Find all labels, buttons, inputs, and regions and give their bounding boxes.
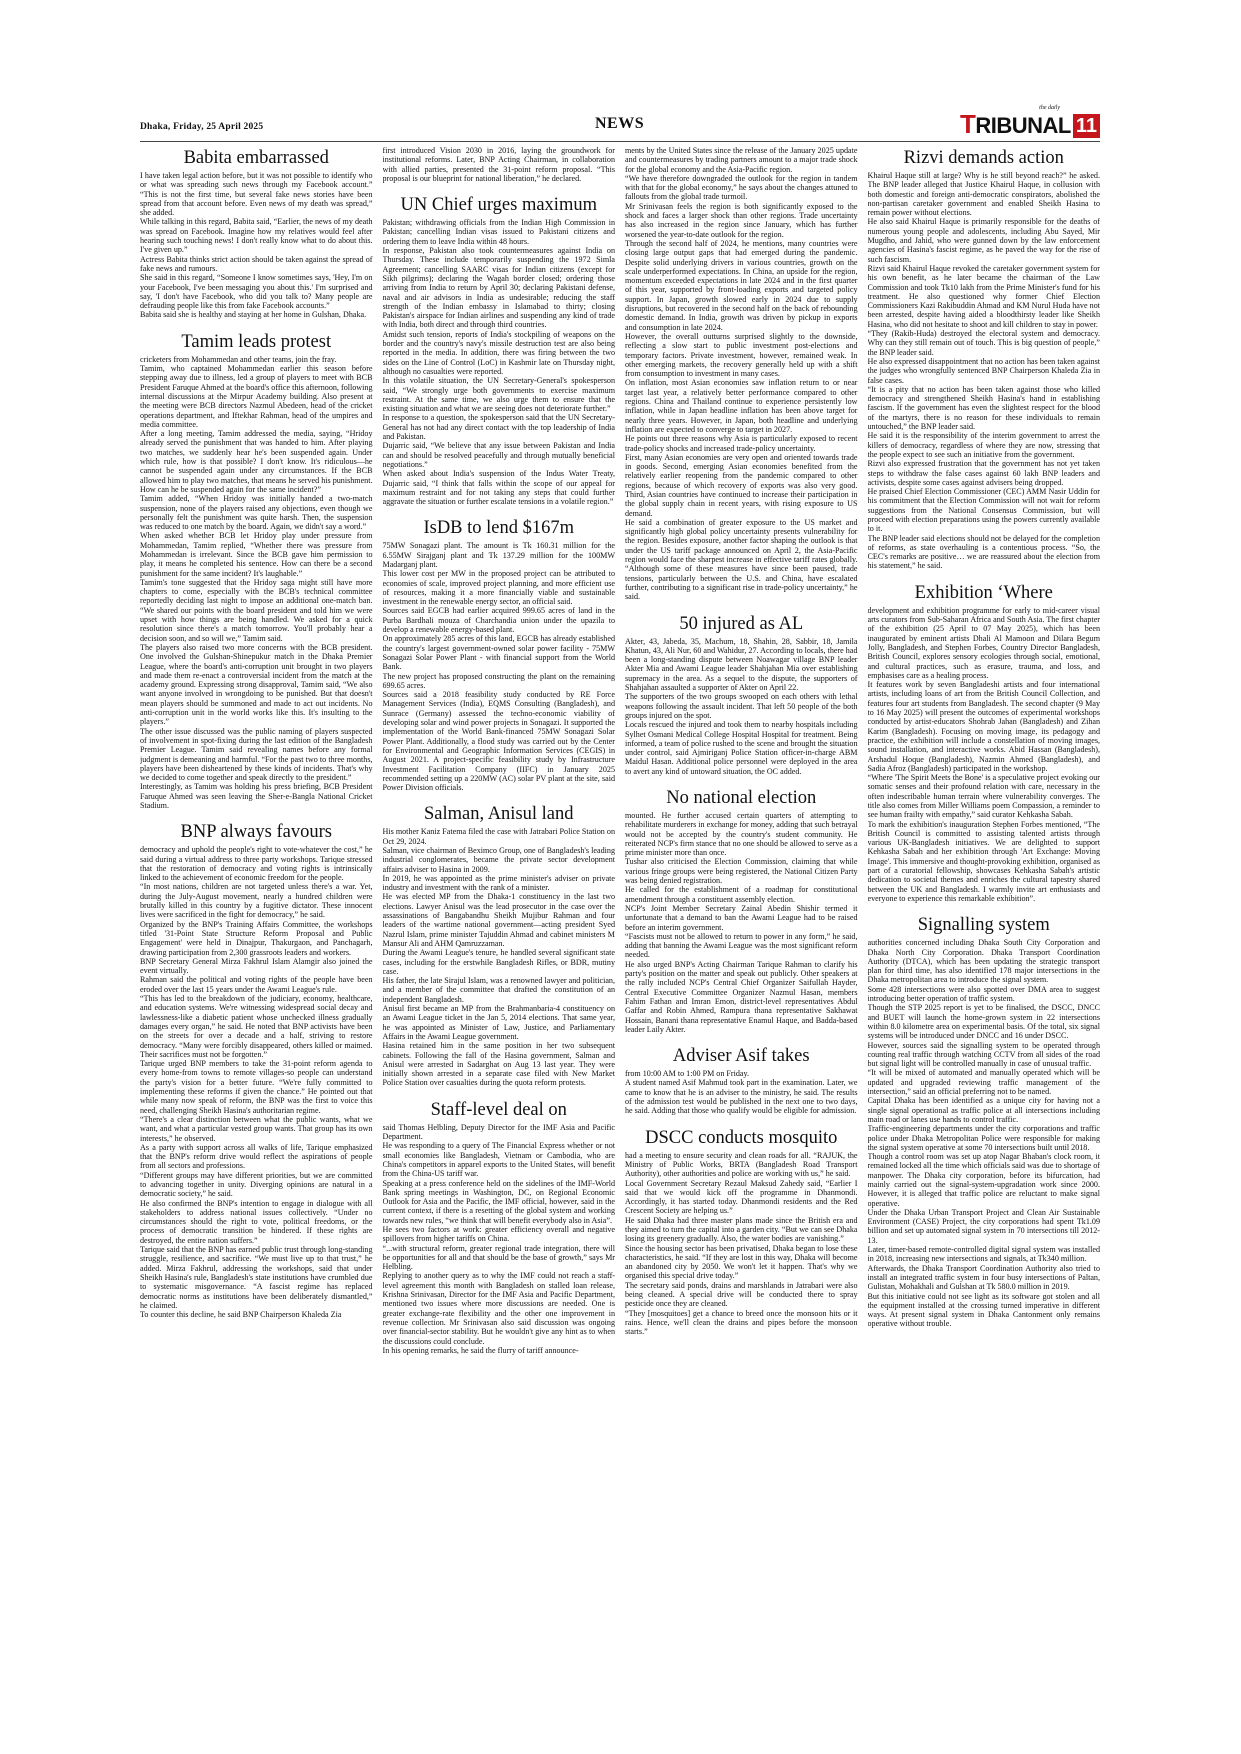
story-body [140, 171, 373, 320]
story-body [625, 146, 858, 602]
story [140, 822, 373, 1319]
story [868, 148, 1101, 571]
paragraph: Sources said a 2018 feasibility study conducted by RE Force Management Services (India), EQMS Consulting (Bangladesh), and Sunrace (Germany) assessed the techno-economic viability of developing solar and wind power projects in Sonagazi. It supported the implementation of the World Bank-financed 75MW Sonagazi Solar Power Plant. Additionally, a flood study was carried out by the Center for Environmental and Geographic Information Services (CEGIS) in August 2021. A project-specific feasibility study by Infrastructure Investment Facilitation Company (IIFC) in January 2025 recommended setting up a 220MW (AC) solar PV plant at the site, said Power Division officials. [382, 690, 615, 793]
paragraph: Though a control room was set up atop Nagar Bhaban's clock room, it remained locked all the time which officials said was due to shortage of manpower. The Dhaka city corporation, before its bifurcation, had mainly carried out the signal-system-upgradation work since 2000. However, it is alleged that traffic police are reluctant to make signal operative. [867, 1152, 1100, 1208]
paragraph: Since the housing sector has been privatised, Dhaka began to lose these characteristics, he said. “If they are lost in this way, Dhaka will become an abandoned city by 2050. We won't let it happen. That's why we organised this special drive today.” [625, 1243, 858, 1281]
paragraph: In response to a question, the spokesperson said that the UN Secretary-General has not had any direct contact with the top leadership of India and Pakistan. [382, 413, 615, 442]
paragraph: This lower cost per MW in the proposed project can be attributed to economies of scale, improved project planning, and more efficient use of resources, making it a more financially viable and sustainable investment in the renewable energy sector, an official said. [382, 569, 615, 607]
paragraph: Though the STP 2025 report is yet to be finalised, the DSCC, DNCC and BUET will launch the home-grown system in 22 intersections within 8.0 kilometre area on experimental basis. Of the total, six signal systems will be introduced under DNCC and 16 under DSCC. [867, 1003, 1100, 1041]
paragraph: Some 428 intersections were also spotted over DMA area to suggest introducing better operation of traffic system. [867, 984, 1100, 1004]
story [625, 788, 858, 1034]
paragraph: “They (Rakib-Huda) destroyed the electoral system and democracy. Why can they still remain out of touch. This is big question of people,” the BNP leader said. [867, 329, 1100, 357]
paragraph: “This has led to the breakdown of the judiciary, economy, healthcare, and education systems. We're witnessing widespread social decay and lawlessness-like a diabetic patient whose unchecked illness gradually damages every organ,” he said. He noted that BNP activists have been on the streets for over a decade and a half, striving to restore democracy. “Many were forcibly disappeared, others killed or maimed. Their sacrifices must not be forgotten.” [140, 994, 373, 1059]
paragraph: On inflation, most Asian economies saw inflation return to or near target last year, a relatively better performance compared to other regions. China and Thailand continue to experience persistently low inflation, while in Japan headline inflation has been above target for nearly three years. However, in Japan, both headline and underlying inflation are expected to converge to target in 2027. [625, 378, 858, 434]
paragraph: “It will be mixed of automated and manually operated which will be updated and upgraded reviewing traffic management of the intersection,” said an official preferring not to be named. [867, 1068, 1100, 1097]
paragraph: To counter this decline, he said BNP Chairperson Khaleda Zia [140, 1310, 342, 1320]
paragraph: He was responding to a query of The Financial Express whether or not small economies like Bangladesh, Vietnam or Cambodia, who are China's competitors in apparel exports to the United States, will benefit from the China-US tariff war. [382, 1141, 615, 1179]
story-body [383, 827, 616, 1087]
paragraph: Locals rescued the injured and took them to nearby hospitals including Sylhet Osmani Medical College Hospital Hospital for treatment. Being informed, a team of police rushed to the scene and brought the situation under control, said Ajmiriganj Police Station officer-in-charge ABM Maidul Hasan. Additional police personnel were deployed in the area to avert any kind of untoward situation, the OC added. [625, 720, 858, 776]
story-body [383, 218, 616, 506]
paragraph: Afterwards, the Dhaka Transport Coordination Authority also tried to install an integrated traffic system in four busy intersections of Paltan, Gulistan, Mohakhali and Gulshan at Tk 580.0 million in 2019. [867, 1263, 1100, 1292]
paragraph: Organized by the BNP's Training Affairs Committee, the workshops titled '31-Point State Structure Reform Proposal and Public Engagement' were held in Dinajpur, Thakurgaon, and Panchagarh, drawing participation from 2,300 grassroots leaders and workers. [140, 919, 373, 957]
paragraph: His mother Kaniz Fatema filed the case with Jatrabari Police Station on Oct 29, 2024. [382, 827, 615, 846]
paragraph: In response, Pakistan also took countermeasures against India on Thursday. These include temporarily suspending the 1972 Simla Agreement; cancelling SAARC visas for Indian citizens (except for Sikh pilgrims); declaring the Wagah border closed; ordering those arriving from India to return by April 30; declaring Pakistani defense, naval and air advisors in India as undesirable; reducing the staff strength of the Indian embassy in Islamabad to thirty; closing Pakistan's airspace for Indian airlines and suspending any kind of trade with India, both direct and through third countries. [382, 246, 615, 330]
story-body [868, 171, 1101, 571]
paragraph: Later, timer-based remote-controlled digital signal system was installed in 2018, increasing new intersections and signals, at Tk340 million. [867, 1245, 1100, 1264]
story [868, 915, 1101, 1328]
paragraph: In this volatile situation, the UN Secretary-General's spokesperson said, “We strongly urge both governments to exercise maximum restraint. At the same time, we also urge them to ensure that the existing situation and what we are seeing does not deteriorate further.” [382, 376, 615, 414]
story-gap [625, 782, 858, 786]
paragraph: Anisul first became an MP from the Brahmanbaria-4 constituency on an Awami League ticket in the Jan 5, 2014 elections. That same year, he was appointed as Minister of Law, Justice, and Parliamentary Affairs in the Awami League government. [382, 1004, 615, 1041]
masthead-rule [140, 141, 1100, 142]
paragraph: Tamim, who captained Mohammedan earlier this season before stepping away due to illness, led a group of players to meet with BCB President Faruque Ahmed at the board's office this afternoon, following internal discussions at the Mirpur Academy building. Also present at the meeting were BCB directors Nazmul Abedeen, head of the cricket operations department, and Iftekhar Rahman, head of the umpires and media committee. [140, 364, 373, 429]
paragraph: He also said Khairul Haque is primarily responsible for the deaths of numerous young people and adolescents, including Abu Sayed, Mir Mugdho, and Jahid, who were gunned down by the law enforcement agencies of Hasina's fascist regime, as he paved the way for the rise of such fascism. [867, 217, 1100, 264]
paragraph: “They [mosquitoes] get a chance to breed once the monsoon hits or it rains. Hence, we'll clean the drains and pipes before the monsoon starts.” [625, 1308, 858, 1337]
paragraph: Salman, vice chairman of Beximco Group, one of Bangladesh's leading industrial conglomerates, became the private sector development affairs adviser to Hasina in 2009. [382, 846, 615, 874]
masthead [140, 105, 1100, 140]
paragraph: Through the second half of 2024, he mentions, many countries were closing large output gaps that had emerged during the pandemic. Despite solid underlying drivers in various countries, growth on the scale underperformed expectations. In China, an upside for the region, momentum exceeded expectations in late 2024 and in the first quarter of this year, supported by front-loading exports and targeted policy support. In Japan, growth slowed early in 2024 due to supply disruptions, but recovered in the second half on the back of rebounding domestic demand. In India, growth was driven by pickup in exports and consumption in late 2024. [625, 238, 858, 332]
paragraph: Capital Dhaka has been identified as a unique city for having not a single signal operational as traffic police at all intersections including main road or lanes use hands to control traffic. [867, 1096, 1100, 1124]
headline: Rizvi demands action [903, 148, 1064, 168]
paragraph: first introduced Vision 2030 in 2016, laying the groundwork for institutional reforms. Later, BNP Acting Chairman, in collaboration with allied parties, presented the 31-point reform proposal. “This proposal is our blueprint for national liberation,” he declared. [382, 146, 615, 183]
story-body [383, 541, 616, 792]
headline: 50 injured as AL [679, 613, 804, 634]
paragraph: Tamim added, “When Hridoy was initially handed a two-match suspension, none of the players raised any objections, even though we personally felt the punishment was quite harsh. Then, the suspension was reduced to one match by the board. Again, we didn't say a word.” [140, 494, 373, 532]
paragraph: He praised Chief Election Commissioner (CEC) AMM Nasir Uddin for his commitment that the Election Commission will not wait for reform suggestions from the National Consensus Commission, but will proceed with election preparations using the powers currently available to it. [867, 487, 1100, 534]
story-gap [868, 909, 1101, 913]
paragraph: Traffic-engineering departments under the city corporations and traffic police under Dhaka Metropolitan Police were responsible for making the signal system operative at some 70 intersections built until 2018. [867, 1124, 1100, 1152]
paragraph: His father, the late Sirajul Islam, was a renowned lawyer and politician, and a member of the committee that drafted the constitution of an independent Bangladesh. [382, 976, 615, 1004]
paragraph: The secretary said ponds, drains and marshlands in Jatrabari were also being cleaned. A special drive will be conducted there to spray pesticide once they are cleaned. [625, 1280, 858, 1309]
headline: IsDB to lend $167m [423, 518, 575, 539]
story-body [868, 606, 1101, 904]
paragraph: The supporters of the two groups swooped on each others with lethal weapons following the assault incident. That left 50 people of the both groups injured on the spot. [625, 692, 858, 720]
logo-wordmark [959, 109, 1071, 139]
paragraph: authorities concerned including Dhaka South City Corporation and Dhaka North City Corporation. Dhaka Transport Coordination Authority (DTCA), which has been updating the strategic transport plan for third time, has also identified 178 major intersections in the Dhaka metropolitan area to introduce the signal system. [867, 938, 1100, 985]
story-gap [383, 189, 616, 193]
headline: UN Chief urges maximum [400, 195, 597, 216]
story-gap [383, 512, 616, 516]
headline: DSCC conducts mosquito [645, 1127, 838, 1148]
dateline: Dhaka, Friday, 25 April 2025 [140, 122, 264, 132]
story [625, 146, 858, 602]
logo-initial: T [959, 109, 976, 139]
paragraph: Khairul Haque still at large? Why is he still beyond reach?” he asked. The BNP leader alleged that Justice Khairul Haque, in collusion with both domestic and foreign anti-democratic conspirators, abolished the non-partisan caretaker government and enabled Sheikh Hasina to remain power without elections. [867, 171, 1100, 218]
paragraph: Tamim's tone suggested that the Hridoy saga might still have more chapters to come, especially with the BCB's technical committee reportedly deciding last night to impose an additional one-match ban. “We shared our points with the board president and told him we were upset with how things are being handled. We asked for a quick resolution since there's a match tomorrow. You'll probably hear a decision soon, and so will we,” Tamim said. [140, 577, 373, 643]
paragraph: NCP's Joint Member Secretary Zainal Abedin Shishir termed it unfortunate that a demand to ban the Awami League had to be raised before an interim government. [625, 903, 858, 932]
story-body [625, 1151, 858, 1337]
paragraph: Replying to another query as to why the IMF could not reach a staff-level agreement this month with Bangladesh on stalled loan release, Krishna Srinivasan, Director for the IMF Asia and Pacific Department, mentioned two issues where more discussions are needed. One is greater exchange-rate flexibility and the other one improvement in revenue collection. Mr Srinivasan also said discussion was ongoing over financial-sector stability. But he wouldn't give any hint as to when the discussions could conclude. [382, 1271, 615, 1346]
paragraph: Dujarric said, “We believe that any issue between Pakistan and India can and should be resolved peacefully and through mutually beneficial negotiations.” [382, 441, 615, 469]
paragraph: democracy and uphold the people's right to vote-whatever the cost,” he said during a virtual address to three party workshops. Tarique stressed that the restoration of democracy and voting rights is intrinsically linked to the achievement of economic freedom for the people. [140, 845, 373, 883]
paragraph: He said it is the responsibility of the interim government to arrest the killers of democracy, regardless of where they are now, stressing that the people expect to see such an initiative from the government. [867, 431, 1100, 459]
newspaper-logo [959, 105, 1100, 139]
newspaper-page [140, 105, 1100, 1708]
paragraph: Tarique said that the BNP has earned public trust through long-standing struggle, resilience, and sacrifice. “We must live up to that trust,” he added. Mirza Fakhrul, addressing the workshops, said that under Sheikh Hasina's rule, Bangladesh's state institutions have crumbled due to systematic misgovernance. “A fascist regime has replaced democratic norms as institutions have been deliberately dismantled,” he claimed. [140, 1245, 373, 1310]
paragraph: Rahman said the political and voting rights of the people have been eroded over the last 15 years under the Awami League's rule. [140, 975, 373, 994]
story-body [625, 1069, 858, 1115]
paragraph: 75MW Sonagazi plant. The amount is Tk 160.31 million for the 6.55MW Sirajganj plant and Tk 137.29 million for the 100MW Madarganj plant. [382, 541, 615, 569]
section-label: NEWS [595, 115, 645, 132]
paragraph: He called for the establishment of a roadmap for constitutional amendment through a constituent assembly election. [625, 885, 858, 904]
story [625, 1046, 858, 1115]
paragraph: Actress Babita thinks strict action should be taken against the spread of fake news and rumours. [140, 254, 373, 273]
paragraph: He sees two factors at work: greater efficiency overall and negative spillovers from higher tariffs on China. [382, 1224, 615, 1244]
column-2 [383, 146, 616, 1706]
story [625, 1128, 858, 1337]
story-gap [383, 1094, 616, 1098]
paragraph: Local Government Secretary Rezaul Maksud Zahedy said, “Earlier I said that we would kick off the programme in Dhanmondi. Accordingly, it has started today. Dhanmondi residents and the Red Crescent Society are helping us.” [625, 1178, 858, 1216]
story-body [140, 355, 373, 811]
paragraph: However, sources said the signalling system to be operated through counting real traffic through watching CCTV from all sides of the road but signal light will be controlled manually in case of unusual traffic. [867, 1040, 1100, 1069]
paragraph: When asked about India's suspension of the Indus Water Treaty, Dujarric said, “I think that falls within the scope of our appeal for maximum restraint and for not taking any steps that could further aggravate the situation or further escalate tensions in a volatile region.” [382, 469, 615, 507]
logo-rest: RIBUNAL [975, 113, 1071, 138]
paragraph: “Fascists must not be allowed to return to power in any form,” he said, adding that banning the Awami League was the most significant reform needed. [625, 931, 858, 960]
story-body [868, 938, 1101, 1328]
headline: Salman, Anisul land [423, 804, 574, 825]
paragraph: “In most nations, children are not targeted unless there's a war. Yet, during the July-August movement, nearly a hundred children were brutally killed in this country by a fugitive dictator. These innocent lives were sacrificed in the fight for democracy,” he said. [140, 882, 373, 920]
paragraph: Under the Dhaka Urban Transport Project and Clean Air Sustainable Environment (CASE) Project, the city corporations had spent Tk1.09 billion and set up automated signal system in 70 intersections till 2012-13. [867, 1207, 1100, 1245]
story [625, 614, 858, 776]
headline: Exhibition ‘Where [914, 582, 1053, 603]
paragraph: Pakistan; withdrawing officials from the Indian High Commission in Pakistan; cancelling Indian visas issued to Pakistani citizens and ordering them to leave India within 48 hours. [382, 218, 615, 246]
paragraph: Tarique urged BNP members to take the 31-point reform agenda to every home-from towns to remote villages-so people can understand the party's vision for a better future. “We're fully committed to implementing these reforms if given the chance.” He pointed out that while many now speak of reform, the BNP was the first to voice this need, challenging Sheikh Hasina's authoritarian regime. [140, 1059, 373, 1115]
paragraph: The other issue discussed was the public naming of players suspected of involvement in spot-fixing during the last edition of the Bangladesh Premier League. Tamim said revealing names before any formal judgment is demeaning and harmful. “For the past two to three months, players have been disheartened by these kinds of incidents. That's why we decided to come together and speak directly to the president.” [140, 726, 373, 783]
paragraph: On approximately 285 acres of this land, EGCB has already established the country's largest government-owned solar power facility - 75MW Sonagazi Solar Power Plant - with financial support from the World Bank. [382, 634, 615, 672]
story-body [383, 146, 616, 183]
paragraph: Rizvi said Khairul Haque revoked the caretaker government system for his own benefit, as he later became the chairman of the Law Commission and took Tk10 lakh from the Prime Minister's fund for his treatment. He also questioned why former Chief Election Commissioners Kazi Rakibuddin Ahmad and KM Nurul Huda have not been arrested, despite having aided a bloodthirsty leader like Sheikh Hasina, who did not hesitate to shoot and kill children to stay in power. [867, 263, 1100, 329]
paragraph: “There's a clear distinction between what the public wants, what we want, and what a particular vested group wants. That group has its own interests,” he observed. [140, 1114, 373, 1143]
paragraph: As a party with support across all walks of life, Tarique emphasized that the BNP's reform drive would reflect the aspirations of people from all sectors and professions. [140, 1142, 373, 1171]
story [383, 146, 616, 183]
column-1 [140, 146, 373, 1706]
headline: Babita embarrassed [183, 148, 329, 168]
page-number: 11 [1073, 114, 1100, 138]
column-4 [868, 146, 1101, 1706]
paragraph: To mark the exhibition's inauguration Stephen Forbes mentioned, “The British Council is committed to assisting talented artists through various UK-Bangladesh initiatives. We are delighted to support Kehkasha Sabah and her exhibition through 'Art Exchange: Moving Image'. This immersive and thought-provoking exhibition, organised as part of a curatorial fellowship, showcases Kehkasha Sabah's artistic dedication to societal themes and enriches the cultural tapestry shared between the UK and Bangladesh. I warmly invite art enthusiasts and everyone to experience this remarkable exhibition”. [867, 819, 1100, 903]
headline: BNP always favours [180, 822, 332, 843]
column-3 [625, 146, 858, 1706]
paragraph: He said Dhaka had three master plans made since the British era and they aimed to turn the capital into a garden city. “But we can see Dhaka losing its greenery gradually. Also, the water bodies are vanishing.” [625, 1215, 858, 1244]
story-gap [625, 1122, 858, 1126]
story-body [625, 811, 858, 1034]
paragraph: Amidst such tension, reports of India's stockpiling of weapons on the border and the country's navy's missile destruction test are also being reported in the media. In addition, there was firing between the two sides on the Line of Control (LoC) in Kashmir late on Thursday night, although no casualties were reported. [382, 329, 615, 376]
paragraph: Rizvi also expressed frustration that the government has not yet taken steps to withdraw the false cases against 60 lakh BNP leaders and activists, despite some cases against advisers being dropped. [867, 459, 1100, 487]
paragraph: Interestingly, as Tamim was holding his press briefing, BCB President Faruque Ahmed was seen leaving the Sher-e-Bangla National Cricket Stadium. [140, 782, 373, 810]
paragraph: She said in this regard, “Someone I know sometimes says, 'Hey, I'm on your Facebook, I've been messaging you about this.' I'm surprised and say, 'I don't have Facebook, who did you talk to? Many people are defrauding people like this from fake Facebook accounts.” [140, 273, 373, 311]
paragraph: During the Awami League's tenure, he handled several significant state cases, including for the erstwhile Bangladesh Rifles, or BDR, mutiny case. [382, 948, 615, 976]
paragraph: He also urged BNP's Acting Chairman Tarique Rahman to clarify his party's position on the matter and speak out publicly. Other speakers at the rally included NCP's Central Chief Organizer Saifullah Hayder, Central Executive Committee Organizer Nazmul Hasan, members Fahim Fathan and Imran Emon, district-level representatives Abdul Gaffar and Robin Ahmed, Rampura thana representative Sakhawat Hossain, Banani thana representative Enamul Haque, and Badda-based leader Laily Akter. [625, 959, 858, 1034]
paragraph: mounted. He further accused certain quarters of attempting to rehabilitate murderers in exchange for money, adding that such betrayal would not be accepted by the country's student community. He reiterated NCP's firm stance that no one should be allowed to serve as a prime minister more than once. [625, 811, 858, 858]
paragraph: Sources said EGCB had earlier acquired 999.65 acres of land in the Purba Bardhali mouza of Charchandia union under the upazila to develop a renewable energy-based plant. [382, 606, 615, 635]
story [383, 195, 616, 506]
paragraph: In his opening remarks, he said the flurry of tariff announce- [382, 1345, 579, 1355]
paragraph: “It is a pity that no action has been taken against those who killed democracy and strengthened Sheikh Hasina's hand in establishing fascism. If the government has even the slightest respect for the blood of the martyrs, there is no reason for these individuals to remain untouched,” the BNP leader said. [867, 384, 1100, 432]
story-gap [625, 1040, 858, 1044]
story-body [140, 845, 373, 1319]
story-gap [868, 577, 1101, 581]
paragraph: The players also raised two more concerns with the BCB president. One involved the Gulshan-Shinepukur match in the Dhaka Premier League, where the board's anti-corruption unit brought in two players and made them re-enact a controversial incident from the match at the academy ground. Expressing strong disapproval, Tamim said, “We also want anyone involved in wrongdoing to be punished. But that doesn't mean players should be summoned and made to act out incidents. No anti-corruption unit in the world works like this. It's insulting to the players.” [140, 642, 373, 727]
paragraph: I have taken legal action before, but it was not possible to identify who or what was spreading such news through my Facebook account.” “This is not the first time, but several fake news stories have been spread from that account before. Even news of my death was spread,” she added. [140, 171, 373, 218]
paragraph: Akter, 43, Jabeda, 35, Machum, 18, Shahin, 28, Sabbir, 18, Jamila Khatun, 43, Ali Nur, 60 and Wahidur, 27. According to locals, there had been a long-standing dispute between Noawagar village BNP leader Akter Mia and Awami League leader Shahjahan Mia over establishing supremacy in the area. As a sequel to the dispute, the supporters of Shahjahan assaulted a supporter of Akter on April 22. [625, 636, 858, 693]
story-gap [140, 816, 373, 820]
paragraph: Hasina retained him in the same position in her two subsequent cabinets. Following the fall of the Hasina government, Salman and Anisul were arrested in Sadarghat on Aug 13 last year. They were initially shown arrested in a separate case filed with New Market Police Station over casualties during the quota reform protests. [382, 1041, 615, 1088]
paragraph: “We have therefore downgraded the outlook for the region in tandem with that for the global economy,” he says about the changes attuned to fallouts from the global trade turmoil. [625, 173, 858, 202]
paragraph: development and exhibition programme for early to mid-career visual arts curators from Sub-Saharan Africa and South Asia. The first chapter of the exhibition (25 April to 07 May 2025), which has been inaugurated by eminent artists Dhali Al Mamoon and Dilara Begum Jolly, Bangladesh, and Stephen Forbes, Country Director Bangladesh, British Council, explores sensory ecologies through social, emotional, and cultural practices, such as erasure, trauma, and loss, and emphasises care as a healing process. [867, 605, 1100, 680]
paragraph: had a meeting to ensure security and clean roads for all. “RAJUK, the Ministry of Public Works, BRTA (Bangladesh Road Transport Authority), other authorities and police are working with us,” he said. [625, 1150, 858, 1179]
paragraph: However, the overall outturns surprised slightly to the downside, reflecting a slow start to public investment post-elections and temporary factors. Private investment, however, remained weak. In other emerging markets, the recovery generally held up with a shift from consumption to investment in many cases. [625, 331, 858, 379]
paragraph: from 10:00 AM to 1:00 PM on Friday. [625, 1069, 750, 1079]
paragraph: Mr Srinivasan feels the region is both significantly exposed to the shock and faces a larger shock than other regions. Trade uncertainty has also increased in the region since January, which has further worsened the year-to-date outlook for the region. [625, 201, 858, 239]
paragraph: “Where 'The Spirit Meets the Bone' is a speculative project evoking our somatic senses and their profound relation with care, necessary in the often indescribable human terrain where vulnerability converges. The title also comes from Miller Williams poem Compassion, a reminder to see human frailty with empathy,” said curator Kehkasha Sabah. [867, 773, 1100, 820]
paragraph: “Different groups may have different priorities, but we are committed to advancing together in unity. Diverging opinions are natural in a democratic society,” he said. [140, 1170, 373, 1199]
paragraph: First, many Asian economies are very open and oriented towards trade in goods. Second, emerging Asian economies benefited from the relatively earlier reopening from the pandemic compared to other regions, because of which recovery of exports was also very good. Third, Asian countries have continued to increase their participation in the global supply chain in recent years, with rising exposure to US demand. [625, 452, 858, 518]
story [140, 332, 373, 811]
headline: No national election [666, 788, 817, 808]
story-body [625, 637, 858, 776]
paragraph: It features work by seven Bangladeshi artists and four international artists, including loans of art from the British Council Collection, and features four art students from Bangladesh. The second chapter (9 May to 16 May 2025) will present the outcomes of experimental workshops conducted by artist-educators Shohrab Jahan (Bangladesh) and Zihan Karim (Bangladesh). Focusing on moving image, its pedagogy and practice, the exhibition will include a constellation of moving images, sound installation, and interactive works. Abid Hassan (Bangladesh), Arshadul Hoque (Bangladesh), Nazmin Ahmed (Bangladesh), and Sadia Afroz (Bangladesh) participated in the workshop. [867, 680, 1100, 773]
paragraph: The new project has proposed constructing the plant on the remaining 699.65 acres. [382, 671, 615, 690]
paragraph: “...with structural reform, greater regional trade integration, there will be opportunities for all and that should be the base of growth,” says Mr Helbling. [382, 1243, 615, 1272]
paragraph: He points out three reasons why Asia is particularly exposed to recent trade-policy shocks and increased trade-policy uncertainty. [625, 434, 858, 453]
headline: Adviser Asif takes [672, 1046, 810, 1067]
paragraph: While talking in this regard, Babita said, “Earlier, the news of my death was spread on Facebook. Imagine how my relatives would feel after hearing such touching news! I don't really know what to do about this. I've given up.” [140, 217, 373, 255]
paragraph: A student named Asif Mahmud took part in the examination. Later, we came to know that he is an adviser to the ministry, he said. The results of the admission test would be published in the next one to two days, he said. Adding that those who qualify would be eligible for admission. [625, 1078, 858, 1116]
paragraph: He also expressed disappointment that no action has been taken against the judges who wrongfully sentenced BNP Chairperson Khaleda Zia in false cases. [867, 356, 1100, 385]
logo-tagline: the daily [1039, 105, 1060, 111]
story [383, 804, 616, 1087]
article-columns [140, 146, 1100, 1706]
paragraph: BNP Secretary General Mirza Fakhrul Islam Alamgir also joined the event virtually. [140, 956, 373, 976]
paragraph: said Thomas Helbling, Deputy Director for the IMF Asia and Pacific Department. [382, 1122, 615, 1142]
headline: Tamim leads protest [181, 331, 332, 352]
story [868, 583, 1101, 904]
paragraph: He also confirmed the BNP's intention to engage in dialogue with all stakeholders to address national issues collectively. “Under no circumstances should the right to vote, political freedoms, or the process of democratic transition be hindered. If these rights are destroyed, the entire nation suffers.” [140, 1198, 373, 1245]
paragraph: But this initiative could not see light as its software got stolen and all the equipment installed at the crossing turned imperative in different ways. At present signal system in Dhaka Cantonment only remains operative without trouble. [867, 1291, 1100, 1329]
story-gap [383, 798, 616, 802]
paragraph: When asked whether BCB let Hridoy play under pressure from Mohammedan, Tamim replied, “Whether there was pressure from Mohammedan is irrelevant. Since the BCB gave him permission to play, it means he completed his sentence. How can there be a second punishment for the same incident? It's laughable.” [140, 531, 373, 578]
story-gap [625, 608, 858, 612]
headline: Staff-level deal on [430, 1099, 567, 1120]
story [383, 1100, 616, 1355]
paragraph: Speaking at a press conference held on the sidelines of the IMF-World Bank spring meetings in Washington, DC, on Regional Economic Outlook for Asia and the Pacific, the IMF official, however, said in the current context, if there is a resetting of the global system and working towards new rules, “we think that will benefit everybody also in Asia”. [382, 1178, 615, 1225]
paragraph: He said a combination of greater exposure to the US market and significantly high global policy uncertainty presents vulnerability for the region. Besides exposure, another factor shaping the outlook is that under the US tariff package announced on April 2, the Asia-Pacific region would face the sharpest increase in effective tariff rates globally. “Although some of these measures have since been paused, trade tensions, particularly between the U.S. and China, have escalated further, contributing to a significant rise in trade-policy uncertainty,” he said. [625, 517, 858, 602]
paragraph: After a long meeting, Tamim addressed the media, saying, “Hridoy already served the punishment that was handed to him. After playing two matches, we suddenly hear he's been suspended again. Under which rule, how is that possible? I don't know. It's ridiculous—he cannot be suspended again under any circumstances. If the BCB allowed him to play two matches, that means he served his punishment. How can he be suspended again for the same incident?” [140, 429, 373, 494]
paragraph: In 2019, he was appointed as the prime minister's adviser on private industry and investment with the rank of a minister. [382, 873, 615, 893]
paragraph: The BNP leader said elections should not be delayed for the completion of reforms, as state overhauling is a contentious process. “So, the CEC's remarks are positive… we are reassured about the election from his statement,” he said. [867, 533, 1100, 571]
paragraph: ments by the United States since the release of the January 2025 update and countermeasures by trading partners amount to a major trade shock for the global economy and the Asia-Pacific region. [625, 146, 858, 174]
story [140, 148, 373, 320]
paragraph: He was elected MP from the Dhaka-1 constituency in the last two elections. Lawyer Anisul was the lead prosecutor in the case over the assassinations of Bangabandhu Sheikh Mujibur Rahman and four leaders of the wartime national government—acting president Syed Nazrul Islam, prime minister Tajuddin Ahmad and cabinet ministers M Mansur Ali and AHM Qamruzzaman. [382, 892, 615, 948]
story-body [383, 1123, 616, 1355]
paragraph: cricketers from Mohammedan and other teams, join the fray. [140, 354, 337, 364]
headline: Signalling system [917, 915, 1050, 936]
paragraph: Babita said she is healthy and staying at her home in Gulshan, Dhaka. [140, 310, 367, 320]
story-gap [140, 326, 373, 330]
paragraph: Tushar also criticised the Election Commission, claiming that while various fringe groups were being registered, the National Citizen Party was being denied registration. [625, 857, 858, 886]
story [383, 518, 616, 792]
